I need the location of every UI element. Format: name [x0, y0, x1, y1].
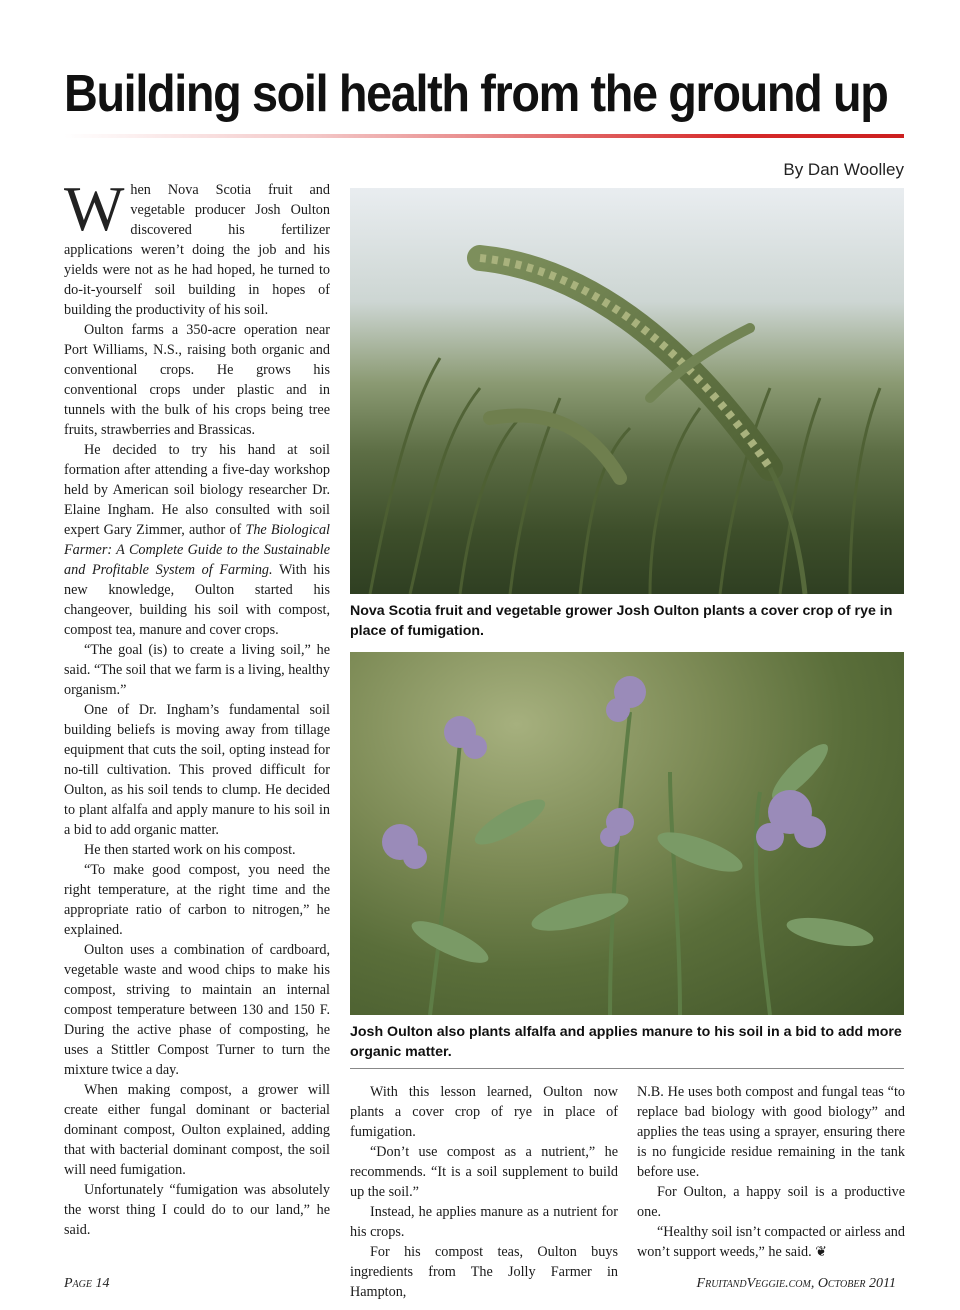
paragraph: For Oulton, a happy soil is a productive one. [637, 1184, 905, 1220]
paragraph: N.B. He uses both compost and fungal teas “to replace bad biology with good biology” and applies the teas using a sprayer, ensuring there is no fungicide residue remaining in the tank before use. [637, 1084, 905, 1180]
book-title: The Biological Farmer: A Complete Guide to the Sustainable and Profitable System of Farming. [64, 522, 330, 578]
alfalfa-photo-illustration [350, 652, 904, 1015]
paragraph: When making compost, a grower will create either fungal dominant or bacterial dominant compost, Oulton explained, adding that with bacterial dominant compost, the soil will need fumigation. [64, 1082, 330, 1178]
byline: By Dan Woolley [783, 160, 904, 179]
footer-publication: FruitandVeggie.com, October 2011 [696, 1276, 896, 1291]
article-column-left [64, 173, 330, 1240]
paragraph: “Healthy soil isn’t compacted or airless and won’t support weeds,” he said. ❦ [637, 1224, 905, 1260]
paragraph: When Nova Scotia fruit and vegetable producer Josh Oulton discovered his fertilizer applications weren’t doing the job and his yields were not as he had hoped, he turned to do-it-yourself soil building in hopes of building the productivity of his soil. [64, 173, 330, 318]
alfalfa-photo [350, 652, 904, 1015]
paragraph: “Don’t use compost as a nutrient,” he recommends. “It is a soil supplement to build up the soil.” [350, 1144, 618, 1200]
paragraph: With this lesson learned, Oulton now plants a cover crop of rye in place of fumigation. [350, 1084, 618, 1140]
paragraph: “The goal (is) to create a living soil,” he said. “The soil that we farm is a living, healthy organism.” [64, 642, 330, 698]
article-column-right [637, 1082, 905, 1262]
rye-photo-illustration [350, 188, 904, 594]
headline-rule [64, 134, 904, 138]
paragraph: He decided to try his hand at soil formation after attending a five-day workshop held by American soil biology researcher Dr. Elaine Ingham. He also consulted with soil expert Gary Zimmer, author of The Biological Farmer: A Complete Guide to the Sustainable and Profitable System of Farming. With his new knowledge, Oulton started his changeover, building his soil with compost, compost tea, manure and cover crops. [64, 442, 330, 638]
paragraph: He then started work on his compost. [84, 842, 296, 858]
paragraph: For his compost teas, Oulton buys ingredients from The Jolly Farmer in Hampton, [350, 1244, 618, 1300]
photo-caption-alfalfa: Josh Oulton also plants alfalfa and applies manure to his soil in a bid to add more organic matter. [350, 1024, 902, 1060]
paragraph: Oulton farms a 350-acre operation near Port Williams, N.S., raising both organic and conventional crops. He grows his conventional crops under plastic and in tunnels with the bulk of his crops being tree fruits, strawberries and Brassicas. [64, 322, 330, 438]
paragraph: Unfortunately “fumigation was absolutely the worst thing I could do to our land,” he said. [64, 1182, 330, 1238]
paragraph: One of Dr. Ingham’s fundamental soil building beliefs is moving away from tillage equipment that cuts the soil, opting instead for no-till cultivation. This proved difficult for Oulton, as his soil tends to clump. He decided to plant alfalfa and apply manure to his soil in a bid to add organic matter. [64, 702, 330, 838]
page-number: Page 14 [64, 1276, 110, 1291]
paragraph: “To make good compost, you need the right temperature, at the right time and the appropriate ratio of carbon to nitrogen,” he explained. [64, 862, 330, 938]
rye-crop-photo [350, 188, 904, 594]
article-column-middle [350, 1082, 618, 1302]
photo-caption-rye: Nova Scotia fruit and vegetable grower Josh Oulton plants a cover crop of rye in place of fumigation. [350, 603, 893, 639]
paragraph: Instead, he applies manure as a nutrient for his crops. [350, 1204, 618, 1240]
page-headline: Building soil health from the ground up [64, 65, 888, 123]
drop-cap: W [64, 173, 125, 244]
caption-divider [350, 1068, 904, 1069]
paragraph: Oulton uses a combination of cardboard, vegetable waste and wood chips to make his compost, striving to maintain an internal compost temperature between 130 and 150 F. During the active phase of composting, he uses a Stittler Compost Turner to turn the mixture twice a day. [64, 942, 330, 1078]
